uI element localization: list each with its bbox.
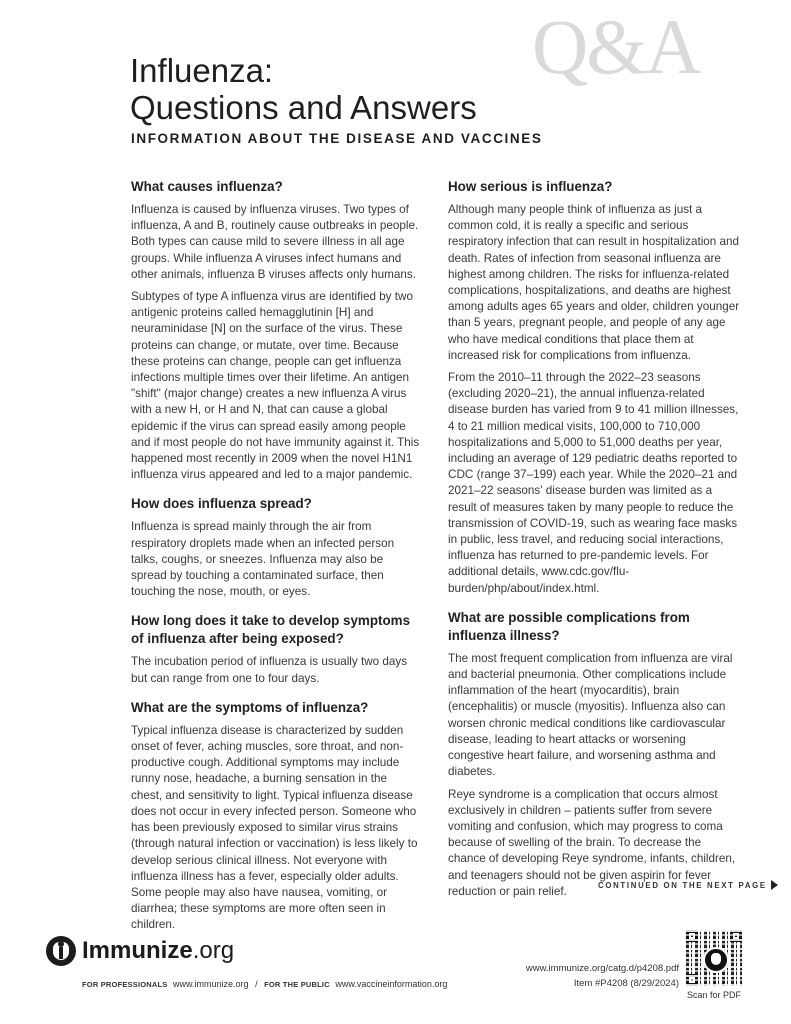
page-subtitle: INFORMATION ABOUT THE DISEASE AND VACCINES: [131, 131, 543, 146]
footer-links: [82, 979, 451, 989]
section-complications: [448, 609, 740, 900]
scan-for-pdf-label: Scan for PDF: [687, 990, 742, 1000]
section-heading: How long does it take to develop symptoms of influenza after being exposed?: [131, 613, 411, 647]
paragraph: Subtypes of type A influenza virus are identified by two antigenic proteins called hemagglutinin [H] and neuraminidase [N] on the surface of the virus. These proteins can change, or mutate, over time. Because these proteins can change, people can get influenza infections multiple times over their lifetime. An antigen "shift" (major change) creates a new influenza A virus with a new H, or H and N, that can cause a global epidemic if the virus can spread easily among people and if most people do not have immunity against it. This happened most recently in 2009 when the novel H1N1 influenza virus appeared and led to a major pandemic.: [131, 290, 420, 482]
title-line-1: Influenza:: [130, 52, 274, 89]
immunize-logo-icon: [46, 936, 76, 966]
paragraph: Typical influenza disease is characterized by sudden onset of fever, aching muscles, sore throat, and non-productive cough. Additional symptoms may include runny nose, headache, a burning sensation in the chest, and sensitivity to light. Typical influenza disease does not occur in every infected person. Someone who has been previously exposed to similar virus strains (through natural infection or vaccination) is less likely to develop serious clinical illness. Not everyone with influenza illness has a fever, especially older adults. Some people may also have nausea, vomiting, or diarrhea; these symptoms are more often seen in children.: [131, 723, 418, 932]
item-number: Item #P4208 (8/29/2024): [573, 978, 679, 989]
section-heading: What causes influenza?: [131, 179, 283, 194]
section-heading: How does influenza spread?: [131, 496, 312, 512]
pdf-link[interactable]: www.immunize.org/catg.d/p4208.pdf: [525, 963, 679, 974]
play-arrow-icon: [771, 880, 778, 890]
section-how-serious: [448, 178, 740, 597]
section-heading: How serious is influenza?: [448, 179, 613, 194]
paragraph: The most frequent complication from influenza are viral and bacterial pneumonia. Other complications include inflammation of the heart (myocarditis), brain (encephalitis) or muscle (myositis). Influenza also can worsen chronic medical conditions like cardiovascular disease, leading to heart attacks or worsening congestive heart failure, and worsening asthma and diabetes.: [448, 651, 733, 779]
paragraph: Influenza is caused by influenza viruses. Two types of influenza, A and B, routinely cause outbreaks in people. Both types can cause mild to severe illness in all age groups. While influenza A viruses infect humans and other animals, influenza B viruses affects only humans.: [131, 203, 419, 281]
left-column: [131, 178, 421, 946]
section-incubation: [131, 612, 421, 686]
continued-label: CONTINUED ON THE NEXT PAGE: [598, 881, 767, 890]
public-label: FOR THE PUBLIC: [264, 980, 330, 989]
section-how-spread: [131, 495, 421, 600]
section-what-causes: [131, 178, 421, 483]
paragraph: Reye syndrome is a complication that occurs almost exclusively in children – patients suffer from severe vomiting and confusion, which may progress to coma because of swelling of the brain. To decrease the chance of developing Reye syndrome, infants, children, and teenagers should not be given aspirin for fever reduction or pain relief.: [448, 787, 736, 898]
page-title: [130, 52, 477, 126]
qa-watermark: Q&A: [532, 3, 700, 90]
paragraph: The incubation period of influenza is usually two days but can range from one to four days.: [131, 655, 408, 685]
item-info: [526, 961, 679, 991]
title-line-2: Questions and Answers: [130, 89, 477, 126]
paragraph: Influenza is spread mainly through the air from respiratory droplets made when an infected person talks, coughs, or sneezes. Influenza may also be spread by touching a contaminated surface, then touching the nose, mouth, or eyes.: [131, 520, 395, 599]
immunize-logo[interactable]: [46, 936, 234, 966]
section-heading: What are possible complications from influenza illness?: [448, 609, 690, 643]
right-column: [448, 178, 740, 912]
public-link[interactable]: www.vaccineinformation.org: [335, 979, 448, 989]
paragraph: From the 2010–11 through the 2022–23 seasons (excluding 2020–21), the annual influenza-related disease burden has varied from 9 to 41 million illnesses, 4 to 21 million medical visits, 100,000 to 710,000 hospitalizations and 5,000 to 51,000 deaths per year, including an average of 129 pediatric deaths reported to CDC (range 37–199) each year. While the 2020–21 and 2021–22 seasons' disease burden was limited as a result of measures taken by many people to reduce the transmission of COVID-19, such as wearing face masks in public, less travel, and reducing social interactions, influenza has returned to pre-pandemic levels. For additional details, www.cdc.gov/flu-burden/php/about/index.html.: [448, 371, 739, 595]
continued-next-page: [598, 880, 778, 890]
logo-text: Immunize.org: [82, 937, 235, 964]
qr-logo-icon: [703, 947, 729, 973]
section-heading: What are the symptoms of influenza?: [131, 699, 369, 715]
professionals-link[interactable]: www.immunize.org: [173, 979, 249, 989]
section-symptoms: [131, 699, 421, 934]
professionals-label: FOR PROFESSIONALS: [82, 980, 168, 989]
paragraph: Although many people think of influenza as just a common cold, it is really a specific and serious respiratory infection that can result in hospitalization and death. Rates of infection from seasonal influenza are highest among children. The risks for influenza-related complications, hospitalizations, and deaths are highest among adults ages 65 years and older, children younger than 5 years, pregnant people, and people of any age who have medical conditions that place them at increased risk for complications from influenza.: [448, 203, 740, 362]
separator: /: [255, 979, 258, 989]
